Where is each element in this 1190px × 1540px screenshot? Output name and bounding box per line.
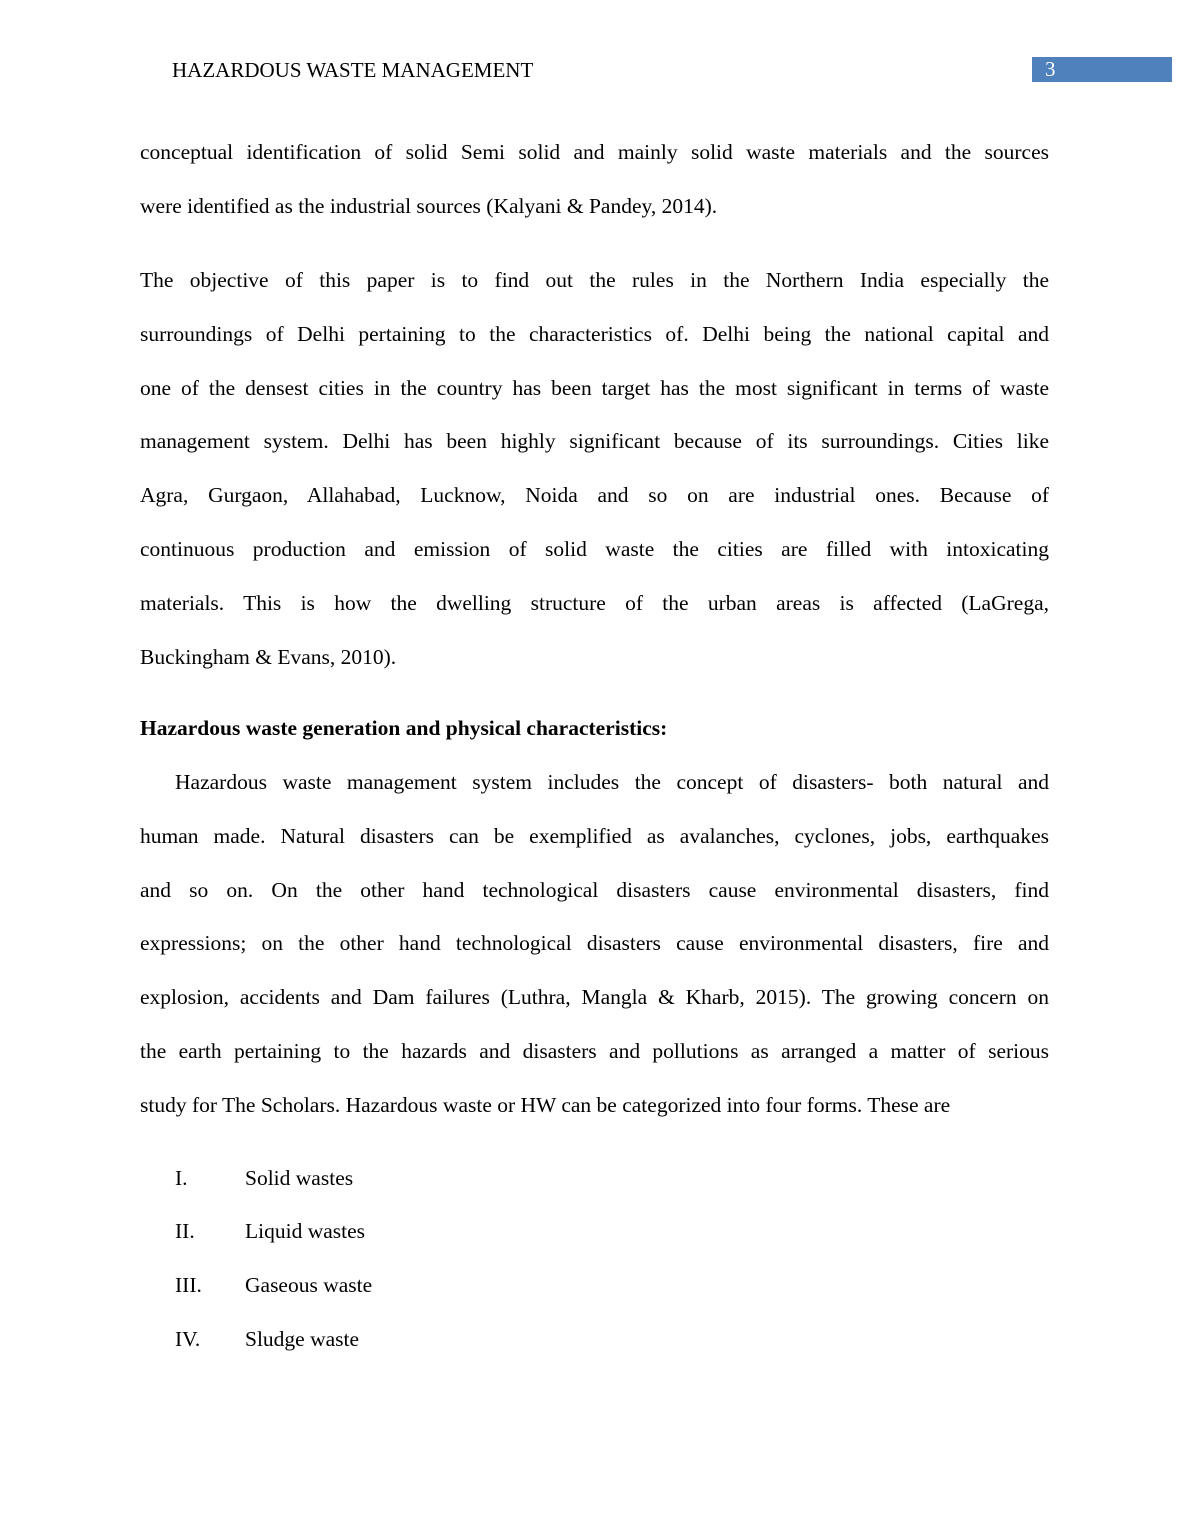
text-line: study for The Scholars. Hazardous waste or HW can be categorized into four forms. These are: [140, 1092, 951, 1117]
text-line: explosion, accidents and Dam failures (Luthra, Mangla & Kharb, 2015). The growing concern on: [140, 985, 1049, 1010]
text-line: human made. Natural disasters can be exemplified as avalanches, cyclones, jobs, earthquakes: [140, 823, 1049, 848]
text-line: surroundings of Delhi pertaining to the characteristics of. Delhi being the national capital and: [140, 321, 1049, 346]
list-text: Sludge waste: [245, 1327, 360, 1351]
text-line: management system. Delhi has been highly significant because of its surroundings. Cities like: [140, 429, 1049, 454]
list-text: Gaseous waste: [245, 1273, 373, 1297]
text-line: conceptual identification of solid Semi solid and mainly solid waste materials and the sources: [140, 140, 1049, 164]
running-header: HAZARDOUS WASTE MANAGEMENT: [172, 58, 534, 82]
text-line: were identified as the industrial sources (Kalyani & Pandey, 2014).: [140, 193, 718, 218]
text-line: Agra, Gurgaon, Allahabad, Lucknow, Noida and so on are industrial ones. Because of: [140, 483, 1049, 508]
paragraph-3: [140, 756, 1049, 1133]
list-number: IV.: [175, 1327, 201, 1351]
list-number: I.: [175, 1166, 188, 1190]
text-line: expressions; on the other hand technological disasters cause environmental disasters, fire and: [140, 931, 1049, 956]
list-item: [175, 1258, 372, 1312]
page-number: 3: [1032, 57, 1172, 82]
list-number: II.: [175, 1219, 195, 1243]
list-item: [175, 1151, 353, 1205]
text-line: and so on. On the other hand technological disasters cause environmental disasters, find: [140, 877, 1049, 902]
list-text: Liquid wastes: [245, 1219, 366, 1243]
text-line: one of the densest cities in the country has been target has the most significant in terms of waste: [140, 375, 1049, 400]
list-item: [175, 1204, 365, 1258]
section-heading: Hazardous waste generation and physical characteristics:: [140, 716, 668, 740]
paragraph-2: [140, 254, 1049, 684]
text-line: Buckingham & Evans, 2010).: [140, 644, 397, 669]
list-item: [175, 1312, 359, 1366]
text-line: continuous production and emission of solid waste the cities are filled with intoxicating: [140, 536, 1049, 561]
paragraph-1: [140, 126, 1049, 234]
list-text: Solid wastes: [245, 1166, 354, 1190]
text-line: the earth pertaining to the hazards and disasters and pollutions as arranged a matter of serious: [140, 1038, 1049, 1063]
text-line: Hazardous waste management system includes the concept of disasters- both natural and: [175, 770, 1049, 794]
list-number: III.: [175, 1273, 202, 1297]
text-line: The objective of this paper is to find out the rules in the Northern India especially the: [140, 268, 1049, 292]
text-line: materials. This is how the dwelling structure of the urban areas is affected (LaGrega,: [140, 590, 1049, 615]
